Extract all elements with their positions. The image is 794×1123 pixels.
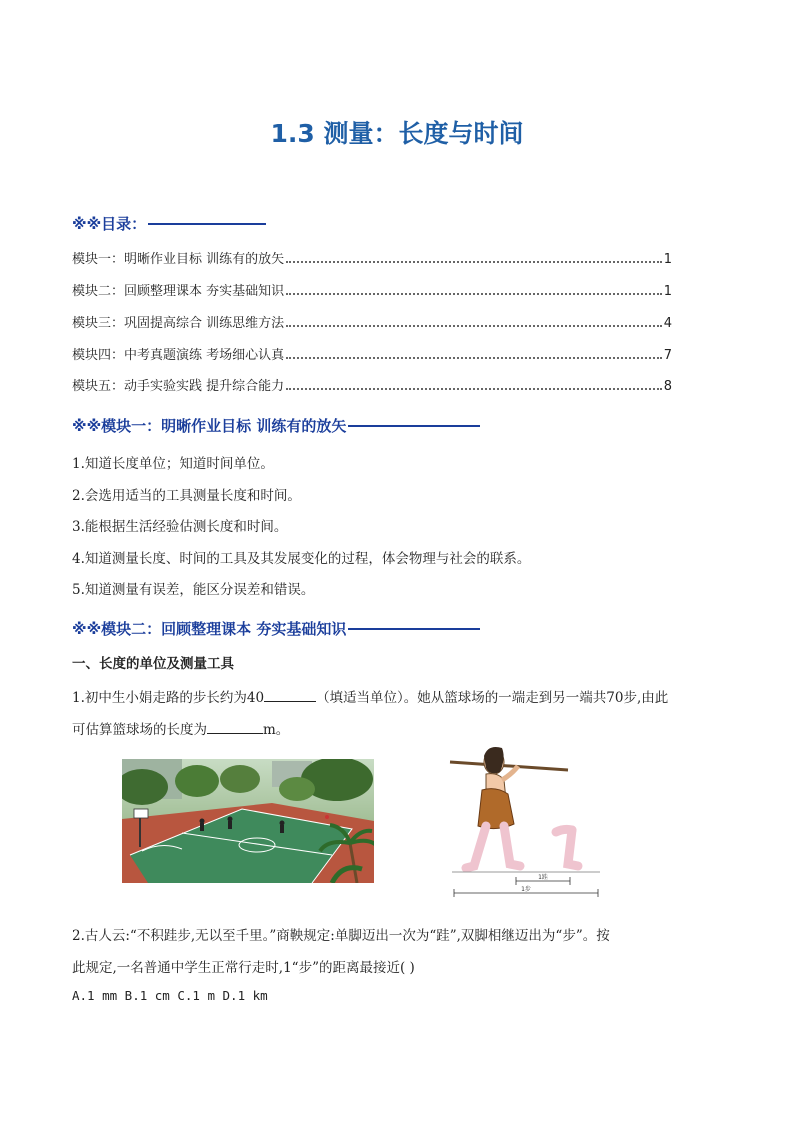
goal-item: 4.知道测量长度、时间的工具及其发展变化的过程，体会物理与社会的联系。 <box>72 551 531 567</box>
toc-item-page: 1 <box>663 284 672 299</box>
toc-leader-dots <box>286 388 662 390</box>
toc-item-label: 模块三：巩固提高综合 训练思维方法 <box>72 316 285 331</box>
goal-item: 2.会选用适当的工具测量长度和时间。 <box>72 488 301 504</box>
bu-measure-label: 1步 <box>521 886 531 893</box>
toc-heading-text: ※※目录： <box>72 215 147 233</box>
question-1-line-1 <box>72 686 668 706</box>
toc-item-module-1[interactable] <box>72 247 672 267</box>
toc-leader-dots <box>286 357 662 359</box>
toc-item-module-4[interactable] <box>72 343 672 363</box>
question-2-options: A.1 mm B.1 cm C.1 m D.1 km <box>72 988 268 1003</box>
question-1-line-2 <box>72 718 289 738</box>
question-2-line-2: 此规定,一名普通中学生正常行走时,1“步”的距离最接近( ) <box>72 960 415 976</box>
toc-leader-dots <box>286 293 662 295</box>
page-title: 1.3 测量：长度与时间 <box>270 119 524 148</box>
question-1-text: 可估算篮球场的长度为 <box>72 722 207 738</box>
question-1-text: （填适当单位）。她从篮球场的一端走到另一端共70步,由此 <box>316 690 669 706</box>
basketball-court-image <box>122 759 374 883</box>
goal-item: 1.知道长度单位；知道时间单位。 <box>72 456 274 472</box>
heading-rule <box>348 425 480 427</box>
module1-heading <box>72 415 480 436</box>
module2-heading-text: ※※模块二：回顾整理课本 夯实基础知识 <box>72 620 347 638</box>
module2-heading <box>72 618 480 639</box>
heading-rule <box>348 628 480 630</box>
question-2-line-1: 2.古人云:“不积跬步,无以至千里。”商鞅规定:单脚迈出一次为“跬”,双脚相继迈出为“步”。按 <box>72 928 610 944</box>
toc-item-module-2[interactable] <box>72 279 672 299</box>
question-1-text: m。 <box>263 722 290 738</box>
section-subheading: 一、长度的单位及测量工具 <box>72 656 234 672</box>
answer-blank[interactable] <box>207 721 263 734</box>
toc-item-label: 模块四：中考真题演练 考场细心认真 <box>72 348 285 363</box>
toc-item-module-3[interactable] <box>72 311 672 331</box>
toc-leader-dots <box>286 261 662 263</box>
toc-item-label: 模块二：回顾整理课本 夯实基础知识 <box>72 284 285 299</box>
walking-man-image <box>446 740 606 900</box>
goal-item: 3.能根据生活经验估测长度和时间。 <box>72 519 288 535</box>
kui-measure-label: 1跬 <box>538 874 548 881</box>
goal-item: 5.知道测量有误差，能区分误差和错误。 <box>72 582 315 598</box>
toc-item-page: 1 <box>663 252 672 267</box>
toc-item-page: 7 <box>663 348 672 363</box>
answer-blank[interactable] <box>264 689 316 702</box>
toc-heading <box>72 213 266 234</box>
question-1-text: 1.初中生小娟走路的步长约为40 <box>72 690 265 706</box>
toc-item-label: 模块一：明晰作业目标 训练有的放矢 <box>72 252 285 267</box>
toc-item-page: 8 <box>663 379 672 394</box>
toc-item-page: 4 <box>663 316 672 331</box>
toc-item-label: 模块五：动手实验实践 提升综合能力 <box>72 379 285 394</box>
toc-item-module-5[interactable] <box>72 374 672 394</box>
module1-heading-text: ※※模块一：明晰作业目标 训练有的放矢 <box>72 417 347 435</box>
toc-leader-dots <box>286 325 662 327</box>
heading-rule <box>148 223 266 225</box>
